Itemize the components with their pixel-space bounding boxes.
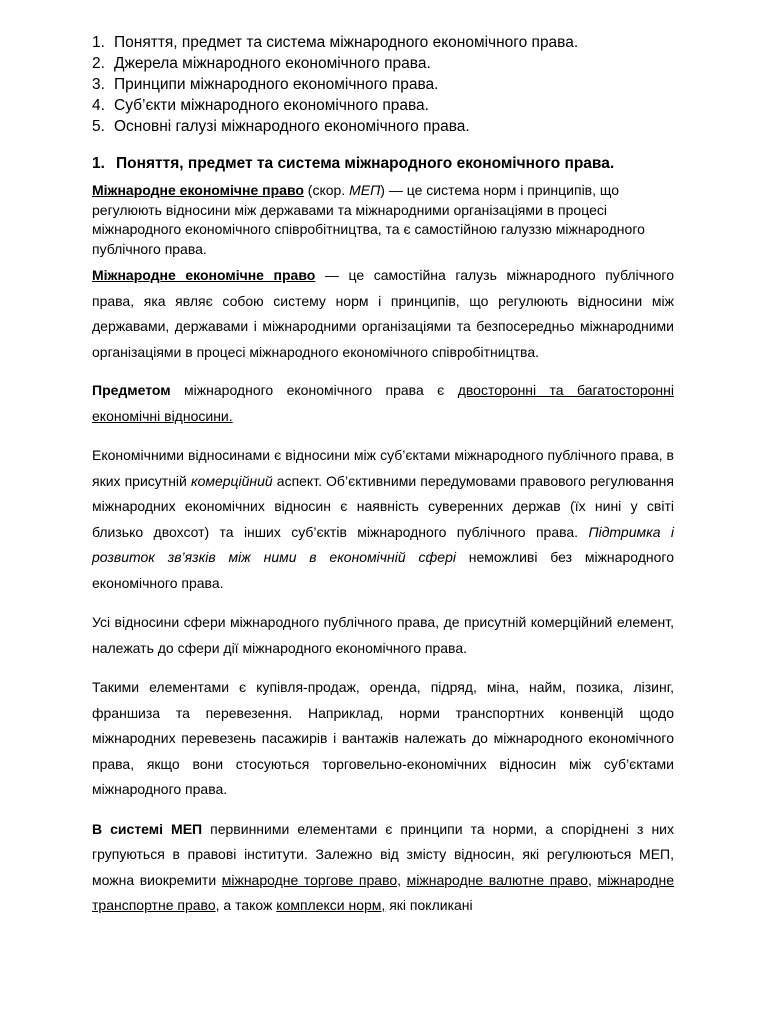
- definition-paragraph-full: Міжнародне економічне право — це самостійна галузь міжнародного публічного права, яка являє собою систему норм і принципів, що регулюють відносини між державами, державами і міжнародними організаціями та безпосередньо міжнародними організаціями в процесі міжнародного економічного співробітництва.: [92, 267, 675, 360]
- commercial-element-paragraph: Усі відносини сфери міжнародного публічного права, де присутній комерційний елемент, належать до сфери дії міжнародного економічного права.: [92, 614, 674, 656]
- definition-term: Міжнародне економічне право: [92, 267, 316, 283]
- system-paragraph: В системі МЕП первинними елементами є принципи та норми, а споріднені з них групуються в правові інститути. Залежно від змісту відносин, які регулюються МЕП, можна виокремити міжнародне торгове право, міжнародне валютне право, міжнародне транспортне право, а також комплекси норм, які покликані: [92, 820, 675, 913]
- toc-item-text: Поняття, предмет та система міжнародного економічного права.: [114, 34, 579, 51]
- subject-underlined: двосторонні та багатосторонні економічні відносини.: [92, 382, 674, 424]
- toc-item-text: Суб’єкти міжнародного економічного права.: [114, 97, 429, 114]
- definition-paragraph-short: Міжнародне економічне право (скор. МЕП) — це система норм і принципів, що регулюють відносини між державами та міжнародними організаціями в процесі міжнародного економічного співробітництва, та є самостійною галуззю міжнародного публічного права.: [92, 182, 645, 257]
- toc-item: 4. Суб’єкти міжнародного економічного права.: [92, 97, 429, 114]
- table-of-contents: [92, 32, 674, 137]
- toc-item-text: Основні галузі міжнародного економічного права.: [114, 118, 470, 135]
- toc-item: 5. Основні галузі міжнародного економічного права.: [92, 118, 470, 135]
- toc-item: 2. Джерела міжнародного економічного права.: [92, 55, 431, 72]
- elements-paragraph: Такими елементами є купівля-продаж, оренда, підряд, міна, найм, позика, лізинг, франшиза та перевезення. Наприклад, норми транспортних конвенцій щодо міжнародних перевезень пасажирів і вантажів належать до міжнародного економічного права, якщо вони стосуються торговельно-економічних відносин між суб’єктами міжнародного права.: [92, 679, 674, 797]
- toc-item: 1. Поняття, предмет та система міжнародного економічного права.: [92, 34, 579, 51]
- section-title: Поняття, предмет та система міжнародного економічного права.: [116, 155, 615, 172]
- toc-item-text: Принципи міжнародного економічного права.: [114, 76, 439, 93]
- relations-paragraph: Економічними відносинами є відносини між суб’єктами міжнародного публічного права, в яких присутній комерційний аспект. Об’єктивними передумовами правового регулювання міжнародних економічних відносин є наявність суверенних держав (їх нині у світі близько двохсот) та інших суб’єктів міжнародного публічного права. Підтримка і розвиток зв’язків між ними в економічній сфері неможливі без міжнародного економічного права.: [92, 447, 674, 591]
- abbreviation: МЕП: [349, 182, 381, 198]
- toc-item: 3. Принципи міжнародного економічного права.: [92, 76, 439, 93]
- definition-term: Міжнародне економічне право: [92, 182, 304, 198]
- subject-paragraph: Предметом міжнародного економічного права є двосторонні та багатосторонні економічні відносини.: [92, 382, 674, 424]
- section-heading: 1. Поняття, предмет та система міжнародного економічного права.: [92, 153, 674, 175]
- toc-item-text: Джерела міжнародного економічного права.: [114, 55, 431, 72]
